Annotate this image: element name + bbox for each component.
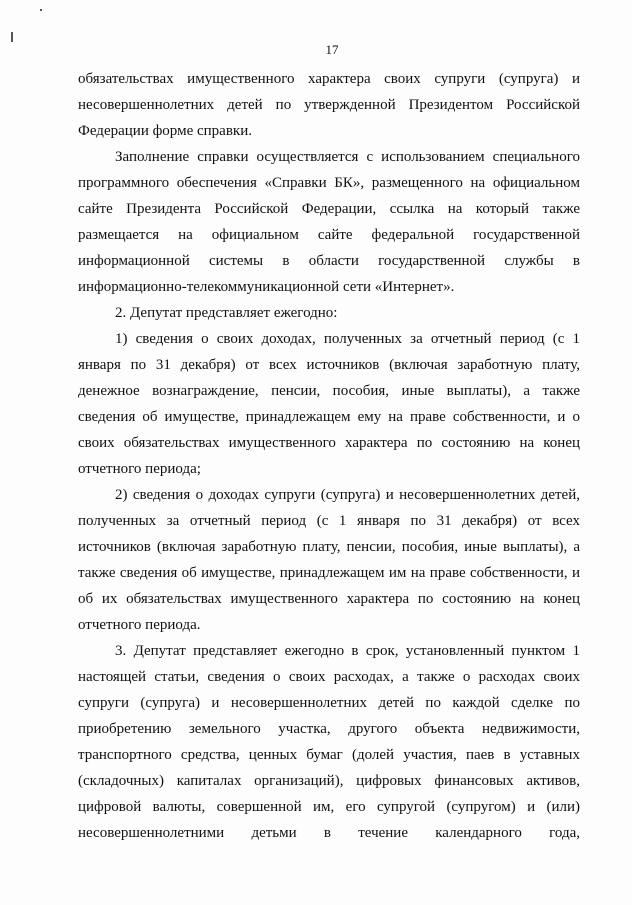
- paragraph-subitem-2: 2) сведения о доходах супруги (супруга) и несовершеннолетних детей, полученных за отчетный период (с 1 января по 31 декабря) от всех источников (включая заработную плату, пенсии, пособия, иные выплаты), а также сведения об имуществе, принадлежащем им на праве собственности, и об их обязательствах имущественного характера по состоянию на конец отчетного периода.: [78, 487, 580, 633]
- page-number: 17: [325, 42, 339, 57]
- paragraph-filling-info: Заполнение справки осуществляется с использованием специального программного обеспечения «Справки БК», размещенного на официальном сайте Президента Российской Федерации, ссылка на который также размещается на официальном сайте федеральной государственной информационной системы в области государственной службы в информационно-телекоммуникационной сети «Интернет».: [78, 149, 580, 295]
- paragraph-subitem-1: 1) сведения о своих доходах, полученных за отчетный период (с 1 января по 31 декабря) от всех источников (включая заработную плату, денежное вознаграждение, пенсии, пособия, иные выплаты), а также сведения об имуществе, принадлежащем ему на праве собственности, и о своих обязательствах имущественного характера по состоянию на конец отчетного периода;: [78, 331, 580, 477]
- paragraph-continuation: обязательствах имущественного характера своих супруги (супруга) и несовершеннолетних детей по утвержденной Президентом Российской Федерации форме справки.: [78, 71, 580, 139]
- paragraph-item-2: 2. Депутат представляет ежегодно:: [115, 305, 338, 321]
- scan-mark-top-left: [11, 32, 13, 42]
- paragraph-item-3: 3. Депутат представляет ежегодно в срок, установленный пунктом 1 настоящей статьи, сведения о своих расходах, а также о расходах своих супруги (супруга) и несовершеннолетних детей по каждой сделке по приобретению земельного участка, другого объекта недвижимости, транспортного средства, ценных бумаг (долей участия, паев в уставных (складочных) капиталах организаций), цифровых финансовых активов, цифровой валюты, совершенной им, его супругой (супругом) и (или) несовершеннолетними детьми в течение календарного года,: [78, 643, 580, 841]
- document-body: [78, 66, 580, 846]
- scan-mark-corner: [40, 9, 42, 11]
